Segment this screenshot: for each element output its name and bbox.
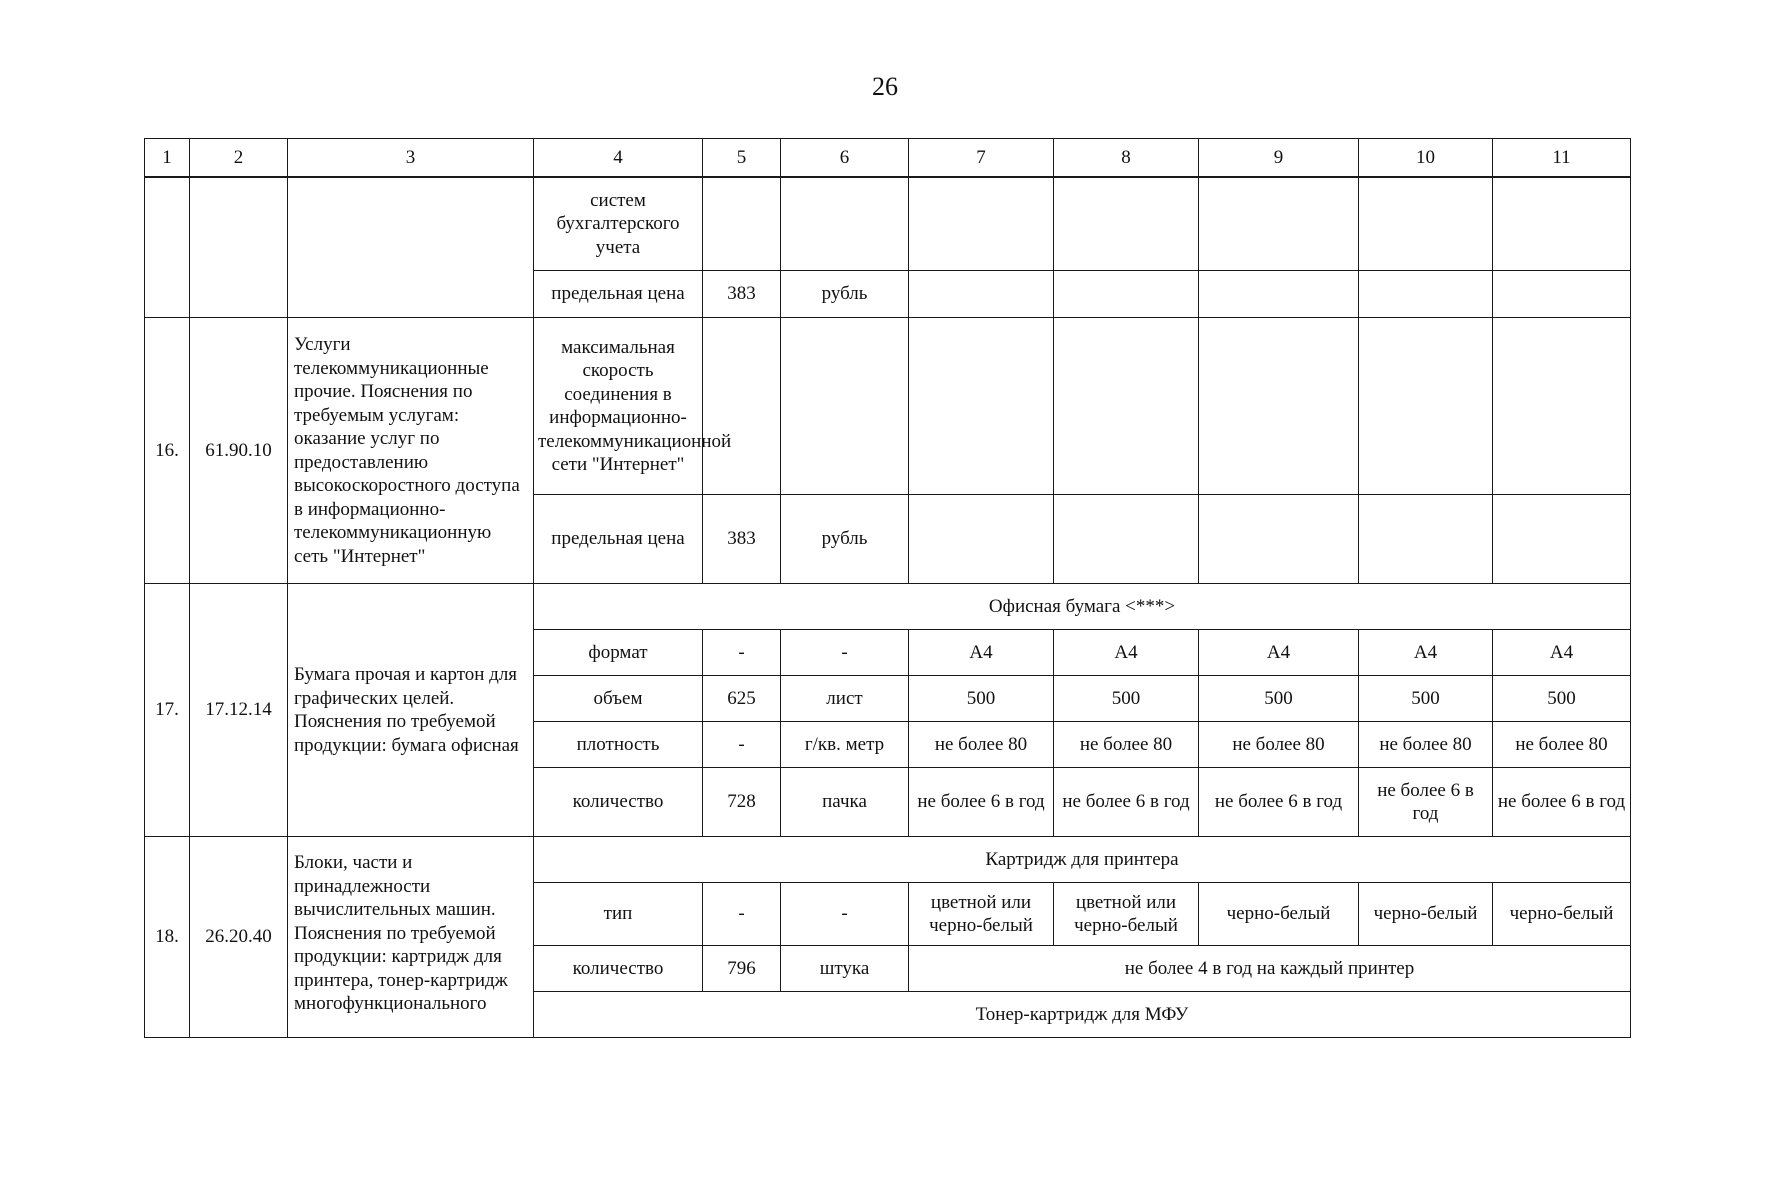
code-cell: -: [703, 630, 781, 676]
header-cell: 11: [1493, 139, 1631, 178]
header-cell: 9: [1199, 139, 1359, 178]
table-cell: [1199, 318, 1359, 495]
value-cell: не более 6 в год: [1493, 768, 1631, 837]
code-cell: 625: [703, 676, 781, 722]
requirements-table: [144, 138, 1631, 1038]
header-cell: 1: [145, 139, 190, 178]
table-cell: [909, 495, 1054, 584]
item-number-cell: [145, 177, 190, 318]
value-cell: А4: [909, 630, 1054, 676]
characteristic-cell: объем: [534, 676, 703, 722]
table-cell: [1199, 495, 1359, 584]
table-header-row: [145, 139, 1631, 178]
table-cell: [781, 318, 909, 495]
header-cell: 6: [781, 139, 909, 178]
header-cell: 10: [1359, 139, 1493, 178]
characteristic-cell: тип: [534, 883, 703, 946]
value-cell: не более 80: [1359, 722, 1493, 768]
header-cell: 5: [703, 139, 781, 178]
table-cell: [1054, 318, 1199, 495]
table-cell: [703, 177, 781, 271]
code-cell: 728: [703, 768, 781, 837]
item-description-cell: [288, 177, 534, 318]
characteristic-cell: максимальная скорость соединения в информационно-телекоммуникационной сети "Интернет": [534, 318, 703, 495]
unit-cell: рубль: [781, 495, 909, 584]
section-title: Офисная бумага <***>: [534, 584, 1631, 630]
table-cell: [909, 271, 1054, 318]
item-code-cell: 61.90.10: [190, 318, 288, 584]
value-cell: А4: [1054, 630, 1199, 676]
characteristic-cell: предельная цена: [534, 271, 703, 318]
table-cell: [1359, 318, 1493, 495]
unit-cell: штука: [781, 946, 909, 992]
unit-cell: рубль: [781, 271, 909, 318]
table-cell: [1199, 271, 1359, 318]
table-row: [145, 177, 1631, 271]
section-title: Тонер-картридж для МФУ: [534, 992, 1631, 1038]
table-cell: [1493, 495, 1631, 584]
table-cell: [1199, 177, 1359, 271]
item-number-cell: 16.: [145, 318, 190, 584]
table-cell: [1359, 177, 1493, 271]
item-code-cell: 26.20.40: [190, 837, 288, 1038]
item-description-cell: Бумага прочая и картон для графических целей. Пояснения по требуемой продукции: бумага офисная: [288, 584, 534, 837]
table-cell: [1493, 318, 1631, 495]
code-cell: 383: [703, 271, 781, 318]
item-code-cell: 17.12.14: [190, 584, 288, 837]
table-cell: [1359, 271, 1493, 318]
item-number-cell: 17.: [145, 584, 190, 837]
value-cell: цветной или черно-белый: [1054, 883, 1199, 946]
table-row: [145, 584, 1631, 630]
section-title: Картридж для принтера: [534, 837, 1631, 883]
characteristic-cell: количество: [534, 946, 703, 992]
value-cell: 500: [1199, 676, 1359, 722]
unit-cell: лист: [781, 676, 909, 722]
value-cell: 500: [1359, 676, 1493, 722]
header-cell: 4: [534, 139, 703, 178]
value-cell: не более 80: [909, 722, 1054, 768]
table-row: [145, 837, 1631, 883]
table-cell: [781, 177, 909, 271]
table-cell: [1493, 177, 1631, 271]
value-cell: А4: [1359, 630, 1493, 676]
characteristic-cell: предельная цена: [534, 495, 703, 584]
characteristic-cell: систем бухгалтерского учета: [534, 177, 703, 271]
table-row: [145, 318, 1631, 495]
value-cell: не более 6 в год: [1199, 768, 1359, 837]
item-description-cell: Услуги телекоммуникационные прочие. Пояснения по требуемым услугам: оказание услуг по предоставлению высокоскоростного доступа в информационно-телекоммуникационную сеть "Интернет": [288, 318, 534, 584]
unit-cell: пачка: [781, 768, 909, 837]
value-cell: черно-белый: [1359, 883, 1493, 946]
value-cell: не более 6 в год: [909, 768, 1054, 837]
value-cell: цветной или черно-белый: [909, 883, 1054, 946]
value-cell: не более 6 в год: [1054, 768, 1199, 837]
value-cell: черно-белый: [1493, 883, 1631, 946]
table-cell: [1054, 177, 1199, 271]
value-cell: А4: [1199, 630, 1359, 676]
value-cell: черно-белый: [1199, 883, 1359, 946]
table-cell: [1054, 495, 1199, 584]
characteristic-cell: количество: [534, 768, 703, 837]
table-cell: [909, 177, 1054, 271]
item-number-cell: 18.: [145, 837, 190, 1038]
characteristic-cell: плотность: [534, 722, 703, 768]
value-cell: А4: [1493, 630, 1631, 676]
table-cell: [909, 318, 1054, 495]
value-cell: 500: [1493, 676, 1631, 722]
table-cell: [1359, 495, 1493, 584]
code-cell: -: [703, 883, 781, 946]
header-cell: 3: [288, 139, 534, 178]
unit-cell: г/кв. метр: [781, 722, 909, 768]
unit-cell: -: [781, 630, 909, 676]
value-cell: не более 6 в год: [1359, 768, 1493, 837]
characteristic-cell: формат: [534, 630, 703, 676]
value-cell: не более 80: [1493, 722, 1631, 768]
table-cell: [703, 318, 781, 495]
unit-cell: -: [781, 883, 909, 946]
code-cell: 383: [703, 495, 781, 584]
header-cell: 8: [1054, 139, 1199, 178]
table-cell: [1493, 271, 1631, 318]
value-cell: 500: [1054, 676, 1199, 722]
value-cell: не более 80: [1054, 722, 1199, 768]
value-cell: 500: [909, 676, 1054, 722]
table-cell: [1054, 271, 1199, 318]
code-cell: 796: [703, 946, 781, 992]
item-code-cell: [190, 177, 288, 318]
header-cell: 7: [909, 139, 1054, 178]
code-cell: -: [703, 722, 781, 768]
item-description-cell: Блоки, части и принадлежности вычислительных машин. Пояснения по требуемой продукции: картридж для принтера, тонер-картридж многофункционального: [288, 837, 534, 1038]
value-cell: не более 4 в год на каждый принтер: [909, 946, 1631, 992]
header-cell: 2: [190, 139, 288, 178]
value-cell: не более 80: [1199, 722, 1359, 768]
page-number: 26: [872, 72, 898, 101]
